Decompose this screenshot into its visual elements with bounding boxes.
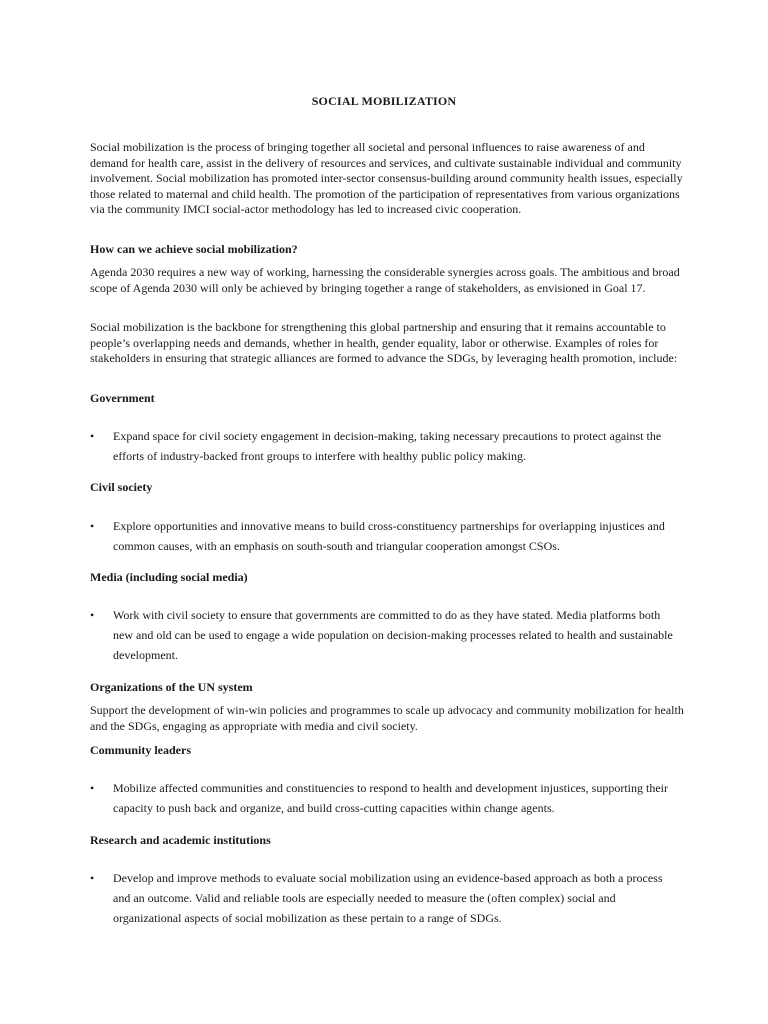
un-system-paragraph: Support the development of win-win policies and programmes to scale up advocacy and community mobilization for health and the SDGs, engaging as appropriate with media and civil society. [90,703,684,733]
list-item-media [90,605,690,665]
section-heading-un-system: Organizations of the UN system [90,680,253,694]
bullet-icon: • [90,608,95,622]
list-item-text: Mobilize affected communities and constituencies to respond to health and development injustices, supporting their capacity to push back and organize, and build cross-cutting capacities within change agents. [113,781,668,815]
question-heading: How can we achieve social mobilization? [90,242,298,256]
list-item-text: Work with civil society to ensure that governments are committed to do as they have stated. Media platforms both new and old can be used to engage a wide population on decision-making processes related to health and sustainable development. [113,608,673,662]
page-title: SOCIAL MOBILIZATION [311,94,457,108]
section-heading-government: Government [90,391,155,405]
list-item-government [90,426,690,466]
section-heading-civil-society: Civil society [90,480,153,494]
list-item-civil-society [90,516,690,556]
bullet-icon: • [90,429,95,443]
bullet-icon: • [90,519,95,533]
list-item-text: Expand space for civil society engagement in decision-making, taking necessary precautions to protect against the efforts of industry-backed front groups to interfere with healthy public policy making. [113,429,662,463]
section-heading-research: Research and academic institutions [90,833,271,847]
bullet-icon: • [90,781,95,795]
list-item-text: Explore opportunities and innovative means to build cross-constituency partnerships for overlapping injustices and common causes, with an emphasis on south-south and triangular cooperation amongst CSOs. [113,519,665,553]
list-item-community-leaders [90,778,690,818]
list-item-text: Develop and improve methods to evaluate social mobilization using an evidence-based approach as both a process and an outcome. Valid and reliable tools are especially needed to measure the (often complex) social and organizational aspects of social mobilization as these pertain to a range of SDGs. [113,871,663,925]
intro-paragraph: Social mobilization is the process of bringing together all societal and personal influences to raise awareness of and demand for health care, assist in the delivery of resources and services, and cultivate sustainable individual and community involvement. Social mobilization has promoted inter-sector consensus-building around community health issues, especially those related to maternal and child health. The promotion of the participation of representatives from various organizations via the community IMCI social-actor methodology has led to increased civic cooperation. [90,140,683,216]
section-heading-media: Media (including social media) [90,570,248,584]
backbone-paragraph: Social mobilization is the backbone for strengthening this global partnership and ensuring that it remains accountable to people’s overlapping needs and demands, whether in health, gender equality, labor or otherwise. Examples of roles for stakeholders in ensuring that strategic alliances are formed to advance the SDGs, by leveraging health promotion, include: [90,320,678,365]
agenda-paragraph: Agenda 2030 requires a new way of working, harnessing the considerable synergies across goals. The ambitious and broad scope of Agenda 2030 will only be achieved by bringing together a range of stakeholders, as envisioned in Goal 17. [90,265,680,295]
list-item-research [90,868,690,928]
bullet-icon: • [90,871,95,885]
section-heading-community-leaders: Community leaders [90,743,191,757]
